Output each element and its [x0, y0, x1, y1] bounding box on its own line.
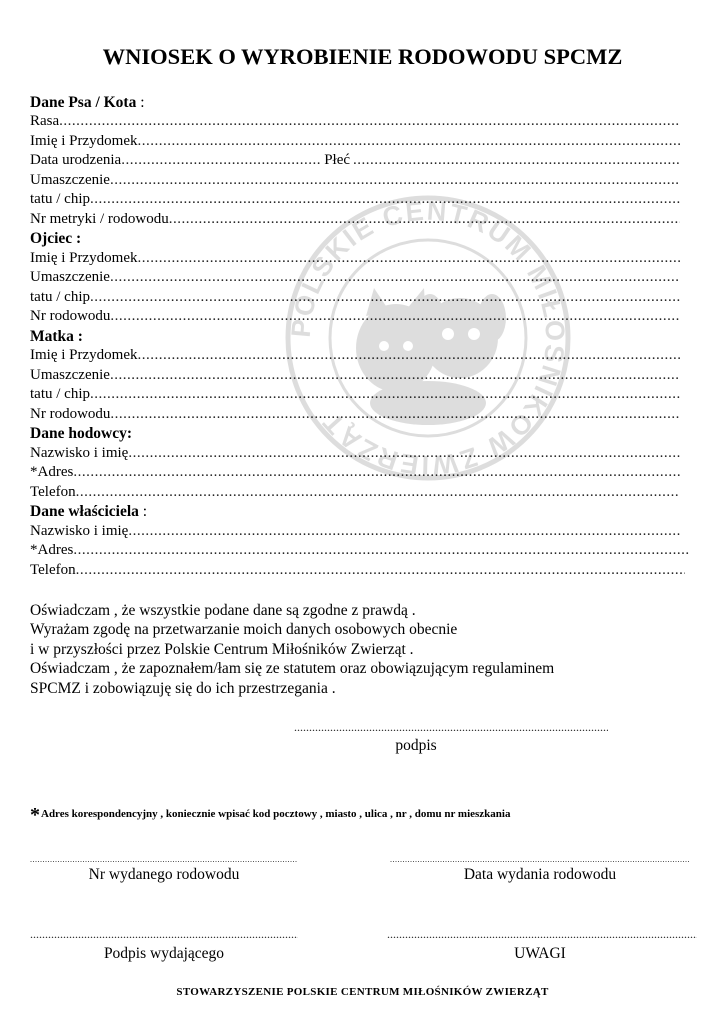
field-label: Umaszczenie — [30, 269, 110, 285]
fill-line — [353, 151, 680, 170]
field-label: Nr rodowodu — [30, 406, 111, 422]
father-color-field[interactable] — [30, 268, 680, 287]
footnote-star: * — [30, 804, 40, 826]
father-pedigree-field[interactable] — [30, 307, 680, 326]
fill-line — [137, 132, 680, 151]
breeder-section-heading: Dane hodowcy: — [30, 425, 133, 442]
fill-line — [128, 522, 680, 541]
pet-pedigree-field[interactable] — [30, 210, 680, 229]
pet-chip-field[interactable] — [30, 190, 680, 209]
fill-line — [110, 405, 680, 424]
field-label: Data urodzenia — [30, 152, 122, 168]
father-section-heading: Ojciec : — [30, 230, 82, 247]
field-label: tatu / chip — [30, 386, 90, 402]
fill-line — [137, 249, 680, 268]
fill-line — [76, 483, 680, 502]
watermark-text: POLSKIE CENTRUM MIŁOŚNIKÓW ZWIERZĄT — [285, 195, 571, 481]
father-chip-field[interactable] — [30, 288, 680, 307]
fill-line — [90, 385, 680, 404]
statement-line: Oświadczam , że zapoznałem/łam się ze statutem oraz obowiązującym regulaminem — [30, 660, 555, 677]
mother-pedigree-field[interactable] — [30, 405, 680, 424]
owner-section-heading — [30, 502, 147, 521]
mother-name-field[interactable] — [30, 346, 680, 365]
field-label: Nr rodowodu — [30, 308, 111, 324]
owner-phone-field[interactable] — [30, 561, 685, 580]
owner-heading-colon: : — [138, 503, 148, 520]
fill-line — [76, 561, 685, 580]
pedigree-number-line[interactable] — [30, 855, 298, 864]
fill-line — [110, 171, 680, 190]
fill-line — [90, 288, 680, 307]
page-title: WNIOSEK O WYROBIENIE RODOWODU SPCMZ — [102, 44, 623, 69]
mother-chip-field[interactable] — [30, 385, 680, 404]
pet-name-field[interactable] — [30, 132, 680, 151]
remarks-label: UWAGI — [514, 945, 566, 962]
mother-color-field[interactable] — [30, 366, 680, 385]
field-label: tatu / chip — [30, 289, 90, 305]
father-name-field[interactable] — [30, 249, 680, 268]
issuer-signature-line[interactable] — [30, 927, 298, 942]
statement-line: i w przyszłości przez Polskie Centrum Miłośników Zwierząt . — [30, 641, 414, 658]
field-label: Telefon — [30, 562, 76, 578]
pet-breed-field[interactable] — [30, 112, 680, 131]
issuer-signature-label: Podpis wydającego — [103, 945, 225, 962]
sex-label: Płeć — [324, 152, 351, 168]
statement-line: Wyrażam zgodę na przetwarzanie moich danych osobowych obecnie — [30, 621, 458, 638]
field-label: Telefon — [30, 484, 76, 500]
fill-line — [90, 190, 680, 209]
field-label: Imię i Przydomek — [30, 250, 138, 266]
mother-section-heading: Matka : — [30, 328, 83, 345]
fill-line — [110, 307, 680, 326]
fill-line — [121, 151, 321, 170]
statement-line: Oświadczam , że wszystkie podane dane są zgodne z prawdą . — [30, 602, 416, 619]
pet-section-heading — [30, 93, 145, 112]
issue-date-label: Data wydania rodowodu — [463, 866, 617, 883]
address-footnote — [30, 804, 510, 827]
field-label: Imię i Przydomek — [30, 347, 138, 363]
field-label: tatu / chip — [30, 191, 90, 207]
fill-line — [128, 444, 680, 463]
signature-line[interactable] — [294, 720, 608, 735]
fill-line — [137, 346, 680, 365]
field-label: Nazwisko i imię — [30, 445, 129, 461]
field-label: Nazwisko i imię — [30, 523, 129, 539]
breeder-address-field[interactable] — [30, 463, 680, 482]
owner-name-field[interactable] — [30, 522, 680, 541]
breeder-phone-field[interactable] — [30, 483, 680, 502]
pedigree-number-label: Nr wydanego rodowodu — [88, 866, 240, 883]
fill-line — [169, 210, 680, 229]
fill-line — [73, 463, 680, 482]
remarks-line[interactable] — [387, 927, 697, 942]
pet-heading-colon: : — [136, 94, 145, 111]
field-label: Imię i Przydomek — [30, 133, 138, 149]
pet-birthdate-sex-field[interactable] — [30, 151, 680, 170]
issue-date-line[interactable] — [390, 855, 690, 864]
signature-label: podpis — [395, 737, 437, 754]
breeder-name-field[interactable] — [30, 444, 680, 463]
owner-heading-text: Dane właściciela — [30, 503, 139, 520]
field-label: Rasa — [30, 113, 60, 129]
field-label: Umaszczenie — [30, 367, 110, 383]
statement-line: SPCMZ i zobowiązuję się do ich przestrzegania . — [30, 680, 336, 697]
owner-address-field[interactable] — [30, 541, 690, 560]
field-label: Nr metryki / rodowodu — [30, 211, 169, 227]
watermark-seal — [278, 188, 578, 488]
fill-line — [59, 112, 680, 131]
field-label: *Adres — [30, 542, 74, 558]
fill-line — [110, 268, 680, 287]
field-label: Umaszczenie — [30, 172, 110, 188]
fill-line — [110, 366, 680, 385]
organization-footer: STOWARZYSZENIE POLSKIE CENTRUM MIŁOŚNIKÓW ZWIERZĄT — [176, 986, 549, 998]
field-label: *Adres — [30, 464, 74, 480]
footnote-text: Adres korespondencyjny , koniecznie wpisać kod pocztowy , miasto , ulica , nr , domu nr mieszkania — [41, 808, 511, 820]
pet-color-field[interactable] — [30, 171, 680, 190]
fill-line — [73, 541, 690, 560]
pet-heading-text: Dane Psa / Kota — [30, 94, 137, 111]
